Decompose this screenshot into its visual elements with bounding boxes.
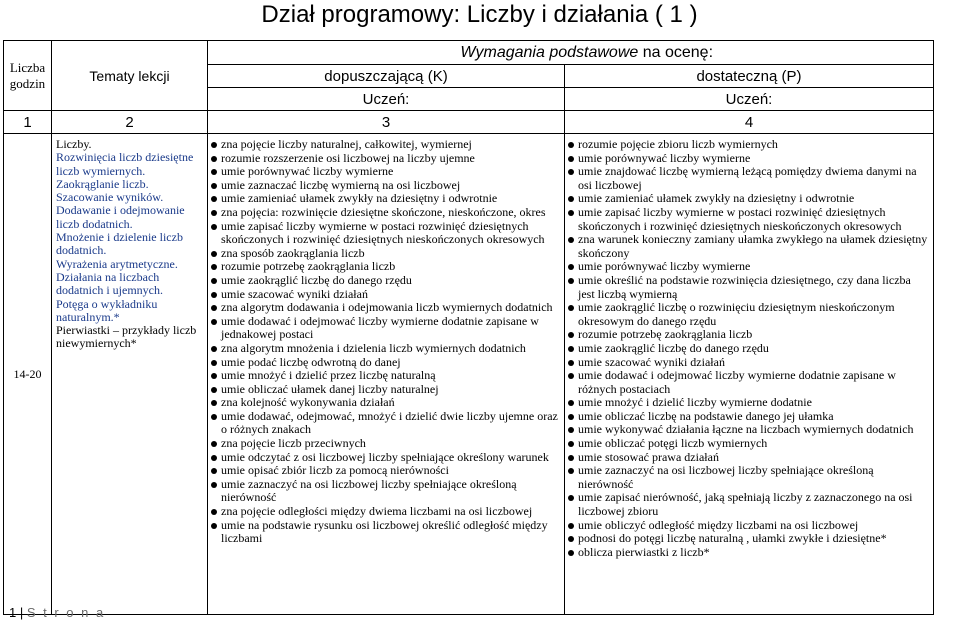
requirements-k-cell xyxy=(208,134,565,615)
topic-item: Potęga o wykładniku naturalnym.* xyxy=(56,296,158,324)
requirement-k-item: zna pojęcie liczb przeciwnych xyxy=(211,437,560,451)
requirement-k-item: umie zaokrąglić liczbę do danego rzędu xyxy=(211,274,560,288)
requirement-p-item: umie mnożyć i dzielić liczby wymierne dodatnie xyxy=(568,396,929,410)
topic-item: Szacowanie wyników. xyxy=(56,190,164,205)
requirement-p-item: umie określić na podstawie rozwinięcia dziesiętnego, czy dana liczba jest liczbą wymierną xyxy=(568,274,929,301)
requirements-k-list xyxy=(208,134,564,546)
requirement-p-item: oblicza pierwiastki z liczb* xyxy=(568,546,929,560)
footer-separator: | xyxy=(16,605,27,620)
requirement-p-item: umie znajdować liczbę wymierną leżącą pomiędzy dwiema danymi na osi liczbowej xyxy=(568,165,929,192)
requirement-k-item: umie obliczać ułamek danej liczby naturalnej xyxy=(211,383,560,397)
wymagania-italic: Wymagania podstawowe xyxy=(460,43,639,61)
requirement-p-item: umie zapisać nierówność, jaką spełniają liczby z zaznaczonego na osi liczbowej zbioru xyxy=(568,491,929,518)
hours-cell: 14-20 xyxy=(4,134,52,615)
requirement-k-item: umie dodawać, odejmować, mnożyć i dzielić dwie liczby ujemne oraz o różnych znakach xyxy=(211,410,560,437)
requirement-k-item: zna algorytm dodawania i odejmowania liczb wymiernych dodatnich xyxy=(211,301,560,315)
topic-item: Rozwinięcia liczb dziesiętne liczb wymiernych. xyxy=(56,150,194,178)
requirement-k-item: zna pojęcie odległości między dwiema liczbami na osi liczbowej xyxy=(211,505,560,519)
requirement-k-item: zna pojęcia: rozwinięcie dziesiętne skończone, nieskończone, okres xyxy=(211,206,560,220)
requirement-k-item: zna sposób zaokrąglania liczb xyxy=(211,247,560,261)
requirements-p-cell xyxy=(565,134,934,615)
requirement-k-item: umie podać liczbę odwrotną do danej xyxy=(211,356,560,370)
column-number-4: 4 xyxy=(565,111,934,134)
requirement-k-item: zna kolejność wykonywania działań xyxy=(211,396,560,410)
requirements-table xyxy=(3,40,934,615)
requirement-p-item: zna warunek konieczny zamiany ułamka zwykłego na ułamek dziesiętny skończony xyxy=(568,233,929,260)
requirement-p-item: podnosi do potęgi liczbę naturalną , ułamki zwykłe i dziesiętne* xyxy=(568,532,929,546)
topic-item: Liczby. xyxy=(56,137,92,151)
requirement-p-item: umie porównywać liczby wymierne xyxy=(568,260,929,274)
requirement-p-item: umie zaokrąglić liczbę o rozwinięciu dziesiętnym nieskończonym okresowym do danego rzędu xyxy=(568,301,929,328)
requirement-k-item: umie opisać zbiór liczb za pomocą nierówności xyxy=(211,464,560,478)
header-uczen-k: Uczeń: xyxy=(208,88,565,111)
topic-item: Mnożenie i dzielenie liczb dodatnich. xyxy=(56,230,183,258)
requirement-p-item: umie zaokrąglić liczbę do danego rzędu xyxy=(568,342,929,356)
requirement-k-item: umie porównywać liczby wymierne xyxy=(211,165,560,179)
page-label: S t r o n a xyxy=(26,605,106,620)
topics-cell xyxy=(52,134,208,615)
header-dostateczna: dostateczną (P) xyxy=(565,65,934,88)
page-footer xyxy=(9,606,105,620)
requirement-k-item: rozumie potrzebę zaokrąglania liczb xyxy=(211,260,560,274)
header-tematy-lekcji: Tematy lekcji xyxy=(52,41,208,111)
requirement-p-item: rozumie pojęcie zbioru liczb wymiernych xyxy=(568,138,929,152)
requirement-p-item: umie obliczać liczbę na podstawie danego jej ułamka xyxy=(568,410,929,424)
requirement-k-item: umie zaznaczyć na osi liczbowej liczby spełniające określoną nierówność xyxy=(211,478,560,505)
topic-item: Pierwiastki – przykłady liczb niewymiernych* xyxy=(56,323,197,351)
requirement-p-item: umie szacować wyniki działań xyxy=(568,356,929,370)
page-title: Dział programowy: Liczby i działania ( 1 ) xyxy=(261,1,698,28)
column-number-2: 2 xyxy=(52,111,208,134)
header-liczba-godzin: Liczba godzin xyxy=(4,41,52,111)
column-number-3: 3 xyxy=(208,111,565,134)
requirement-k-item: umie odczytać z osi liczbowej liczby spełniające określony warunek xyxy=(211,451,560,465)
topic-item: Zaokrąglanie liczb. xyxy=(56,176,149,191)
requirement-k-item: umie szacować wyniki działań xyxy=(211,288,560,302)
header-dopuszczajaca: dopuszczającą (K) xyxy=(208,65,565,88)
topic-item: Dodawanie i odejmowanie liczb dodatnich. xyxy=(56,203,185,231)
requirement-k-item: umie zapisać liczby wymierne w postaci rozwinięć dziesiętnych skończonych i rozwinięć dziesiętnych nieskończonych okresowych xyxy=(211,220,560,247)
requirement-p-item: umie zamieniać ułamek zwykły na dziesiętny i odwrotnie xyxy=(568,192,929,206)
page-number: 1 xyxy=(9,605,17,620)
requirement-k-item: umie mnożyć i dzielić przez liczbę naturalną xyxy=(211,369,560,383)
requirement-k-item: zna algorytm mnożenia i dzielenia liczb wymiernych dodatnich xyxy=(211,342,560,356)
requirement-p-item: umie porównywać liczby wymierne xyxy=(568,152,929,166)
requirement-p-item: umie stosować prawa działań xyxy=(568,451,929,465)
topic-item: Działania na liczbach dodatnich i ujemnych. xyxy=(56,269,163,298)
requirement-k-item: umie zaznaczać liczbę wymierną na osi liczbowej xyxy=(211,179,560,193)
requirement-k-item: zna pojęcie liczby naturalnej, całkowitej, wymiernej xyxy=(211,138,560,152)
requirement-k-item: umie na podstawie rysunku osi liczbowej określić odległość między liczbami xyxy=(211,519,560,546)
requirement-k-item: rozumie rozszerzenie osi liczbowej na liczby ujemne xyxy=(211,152,560,166)
column-number-1: 1 xyxy=(4,111,52,134)
requirement-p-item: umie obliczyć odległość między liczbami na osi liczbowej xyxy=(568,519,929,533)
requirement-k-item: umie zamieniać ułamek zwykły na dziesiętny i odwrotnie xyxy=(211,192,560,206)
topic-item: Wyrażenia arytmetyczne. xyxy=(56,256,178,271)
requirement-p-item: umie zaznaczyć na osi liczbowej liczby spełniające określoną nierówność xyxy=(568,464,929,491)
requirement-p-item: umie wykonywać działania łączne na liczbach wymiernych dodatnich xyxy=(568,423,929,437)
requirements-p-list xyxy=(565,134,933,559)
header-uczen-p: Uczeń: xyxy=(565,88,934,111)
requirement-k-item: umie dodawać i odejmować liczby wymierne dodatnie zapisane w jednakowej postaci xyxy=(211,315,560,342)
header-wymagania xyxy=(208,41,934,65)
wymagania-rest: na ocenę: xyxy=(638,43,714,61)
requirement-p-item: umie zapisać liczby wymierne w postaci rozwinięć dziesiętnych skończonych i rozwinięć dziesiętnych nieskończonych okresowych xyxy=(568,206,929,233)
topics-list xyxy=(56,138,203,351)
requirement-p-item: umie obliczać potęgi liczb wymiernych xyxy=(568,437,929,451)
requirement-p-item: umie dodawać i odejmować liczby wymierne dodatnie zapisane w różnych postaciach xyxy=(568,369,929,396)
requirement-p-item: rozumie potrzebę zaokrąglania liczb xyxy=(568,328,929,342)
